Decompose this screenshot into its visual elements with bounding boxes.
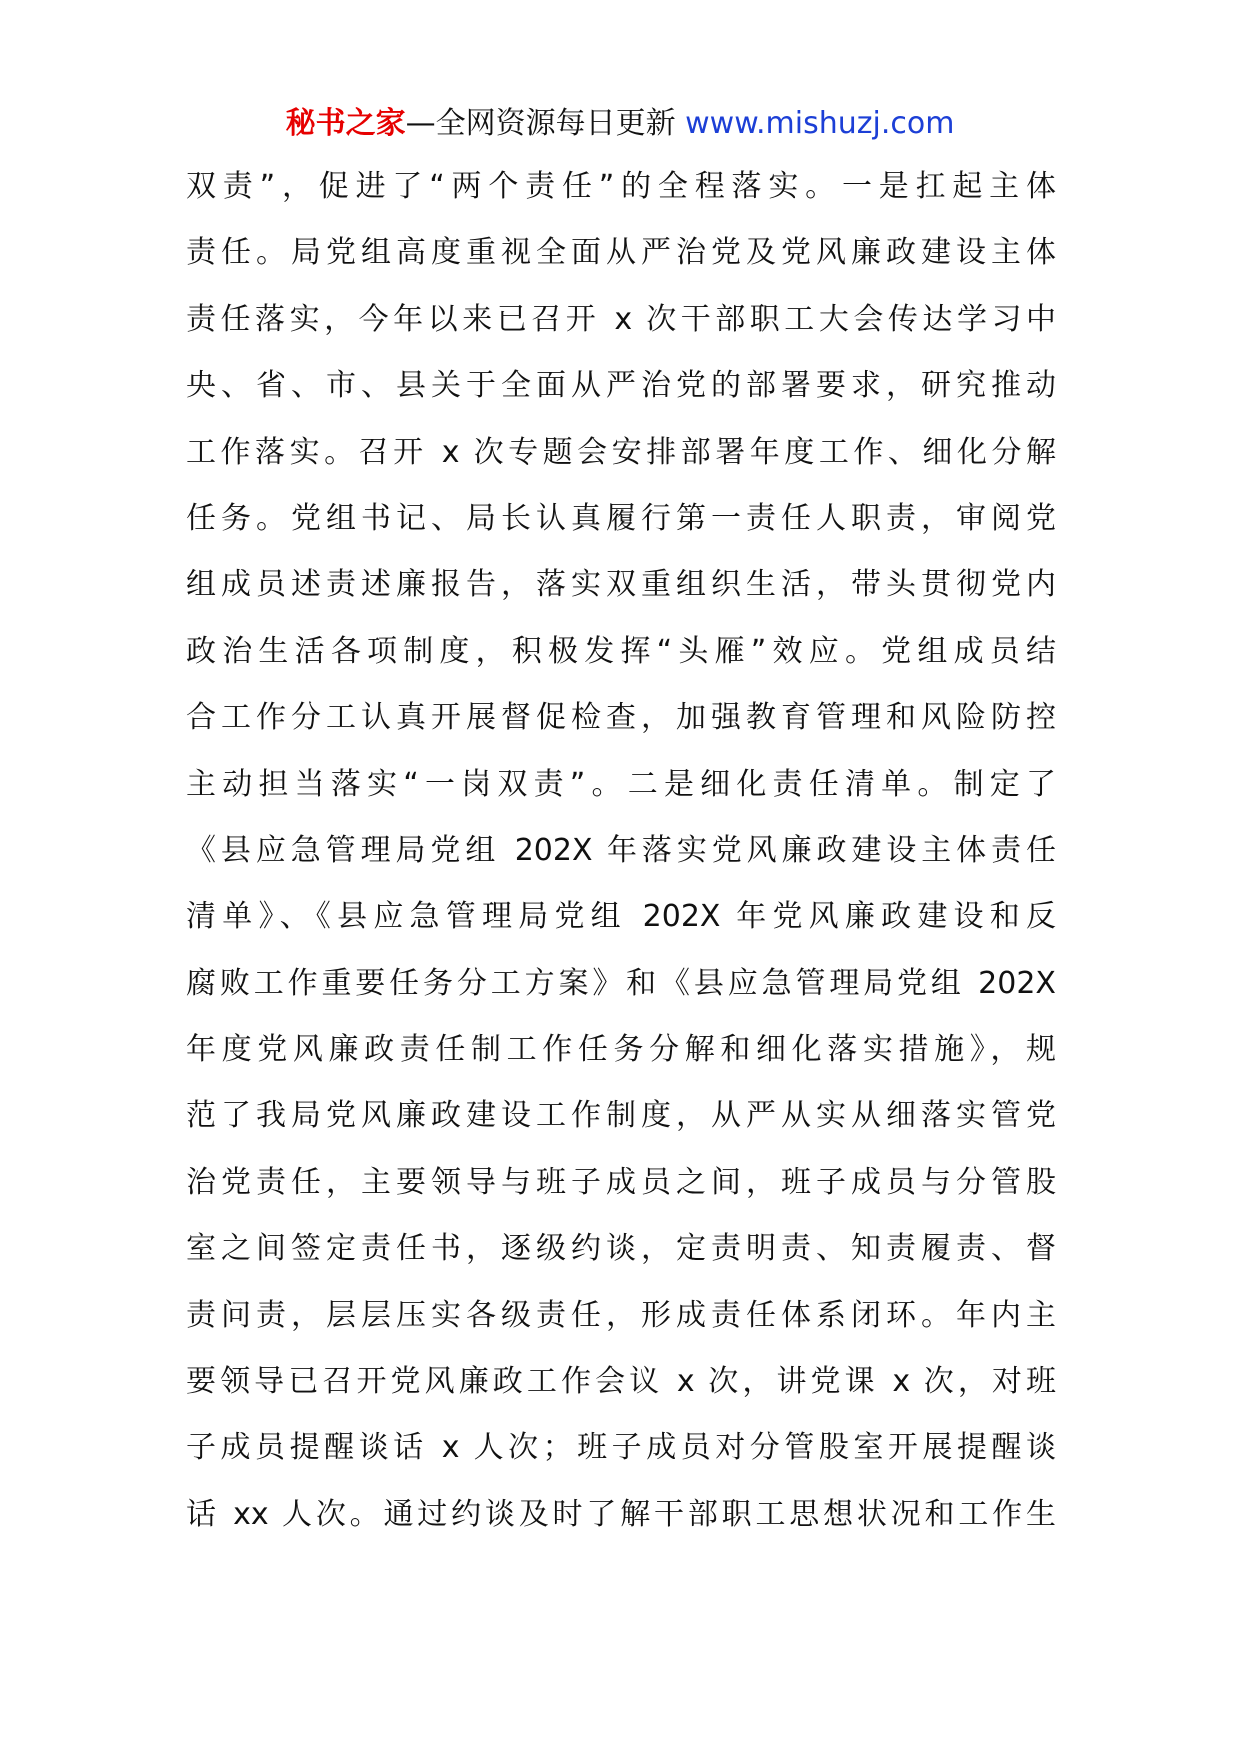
text-line: 组成员述责述廉报告，落实双重组织生活，带头贯彻党内 xyxy=(186,567,1056,603)
text-line: 治党责任，主要领导与班子成员之间，班子成员与分管股 xyxy=(186,1164,1056,1200)
text-line: 腐败工作重要任务分工方案》和《县应急管理局党组 202X xyxy=(186,965,1056,1001)
text-line: 责任。局党组高度重视全面从严治党及党风廉政建设主体 xyxy=(186,235,1056,271)
document-body xyxy=(186,154,1056,1548)
text-line: 主动担当落实“一岗双责”。二是细化责任清单。制定了 xyxy=(186,766,1056,802)
brand-name: 秘书之家 xyxy=(285,106,406,141)
text-line: 室之间签定责任书，逐级约谈，定责明责、知责履责、督 xyxy=(186,1231,1056,1267)
text-line: 年度党风廉政责任制工作任务分解和细化落实措施》，规 xyxy=(186,1032,1056,1068)
header-url-link[interactable]: www.mishuzj.com xyxy=(685,106,955,141)
text-line: 要领导已召开党风廉政工作会议 x 次，讲党课 x 次，对班 xyxy=(186,1364,1056,1400)
text-line: 《县应急管理局党组 202X 年落实党风廉政建设主体责任 xyxy=(186,832,1056,868)
page-header xyxy=(0,104,1240,144)
text-line: 政治生活各项制度，积极发挥“头雁”效应。党组成员结 xyxy=(186,633,1056,669)
text-line: 清单》、《县应急管理局党组 202X 年党风廉政建设和反 xyxy=(186,899,1056,935)
text-line: 话 xx 人次。通过约谈及时了解干部职工思想状况和工作生 xyxy=(186,1496,1056,1532)
text-line: 责任落实，今年以来已召开 x 次干部职工大会传达学习中 xyxy=(186,301,1056,337)
text-line: 子成员提醒谈话 x 人次；班子成员对分管股室开展提醒谈 xyxy=(186,1430,1056,1466)
text-line: 范了我局党风廉政建设工作制度，从严从实从细落实管党 xyxy=(186,1098,1056,1134)
text-line: 责问责，层层压实各级责任，形成责任体系闭环。年内主 xyxy=(186,1297,1056,1333)
text-line: 双责”，促进了“两个责任”的全程落实。一是扛起主体 xyxy=(186,169,1056,204)
text-line: 任务。党组书记、局长认真履行第一责任人职责，审阅党 xyxy=(186,500,1056,536)
text-line: 工作落实。召开 x 次专题会安排部署年度工作、细化分解 xyxy=(186,434,1056,470)
text-line: 合工作分工认真开展督促检查，加强教育管理和风险防控 xyxy=(186,700,1056,736)
header-tagline: —全网资源每日更新 xyxy=(405,106,686,141)
text-line: 央、省、市、县关于全面从严治党的部署要求，研究推动 xyxy=(186,368,1056,404)
